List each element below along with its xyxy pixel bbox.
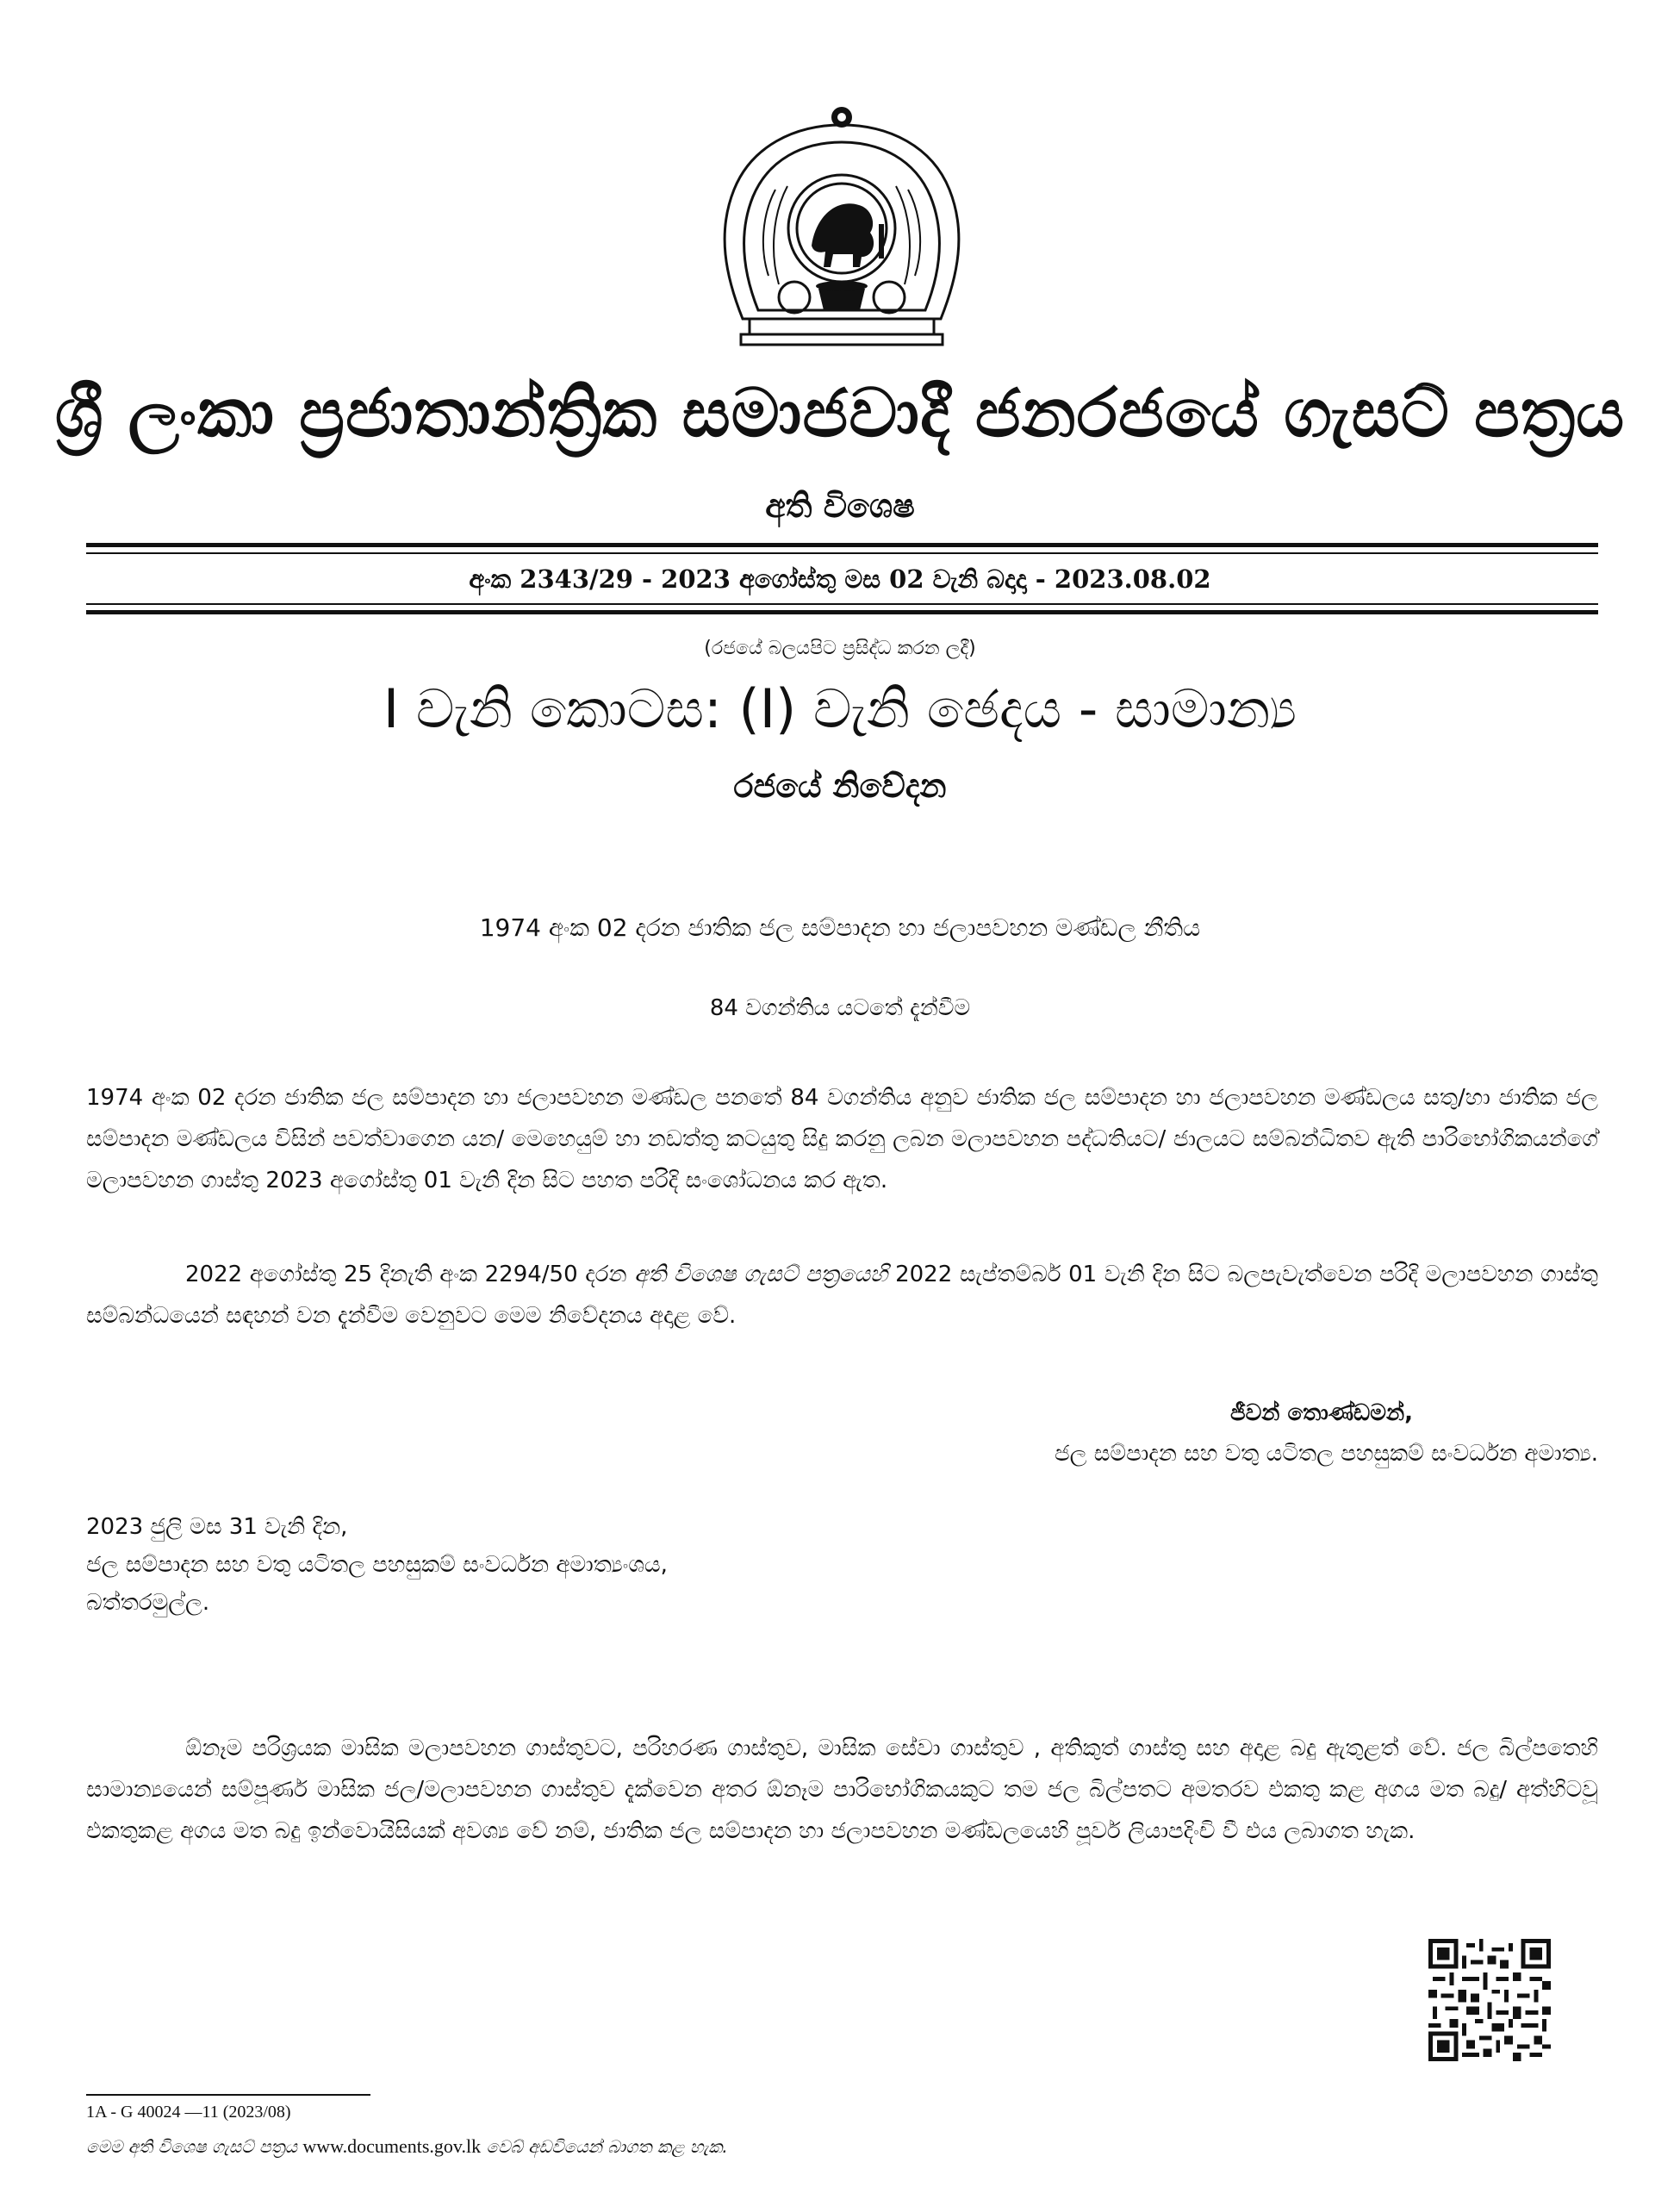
- divider: [86, 603, 1598, 605]
- part-section-title: I වැනි කොටස: (I) වැනි ඡෙදය - සාමාන්‍ය: [383, 677, 1297, 740]
- signer-title: ජල සම්පාදන සහ වතු යටිතල පහසුකම් සංවර්ධන අමාත්‍ය.: [1055, 1441, 1598, 1467]
- signer-name: ජීවන් තොණ්ඩමන්,: [1230, 1400, 1413, 1426]
- download-note: [86, 2135, 728, 2158]
- place-line: බත්තරමුල්ල.: [86, 1590, 210, 1616]
- para2-italic-gazette: අති විශෙෂ ගැසට් පත්‍රයෙහි: [634, 1262, 888, 1287]
- notice-paragraph-2: [86, 1254, 1598, 1337]
- government-notifications-heading: රජයේ නිවේදන: [733, 767, 947, 805]
- notice-paragraph-3: ඕනෑම පරිශ්‍රයක මාසික මලාපවහන ගාස්තුවට, පරිහරණ ගාස්තුව, මාසික සේවා ගාස්තුව , අතිකුත් ගාස්තු සහ අදාළ බදු ඇතුළත් වේ. ජල බිල්පතෙහි සාමාන්‍යයෙන් සම්පූර්ණ මාසික ජල/මලාපවහන ගාස්තුව දැක්වෙන අතර ඕනෑම පාරිභෝගිකයකුට තම ජල බිල්පතට අමතරව එකතු කළ අගය මත බදු/ අත්හිටවූ එකතුකළ අගය මත බදු ඉන්වොයිසියක් අවශ්‍ය වේ නම්, ජාතික ජල සම්පාදන හා ජලාපවහන මණ්ඩලයෙහි පූර්ව ලියාපදිංචි වී එය ලබාගත හැක.: [86, 1736, 1598, 1844]
- section-notice-title: 84 වගන්තිය යටතේ දැන්වීම: [709, 995, 971, 1021]
- published-by-authority: (රජයේ බලයපිට ප්‍රසිද්ධ කරන ලදී): [704, 638, 976, 659]
- footer-note-b: වෙබ් අඩවියෙන් බාගත කළ හැක.: [481, 2136, 728, 2157]
- date-line: 2023 ජුලි මස 31 වැනි දින,: [86, 1514, 348, 1540]
- sri-lanka-emblem-icon: [708, 103, 975, 353]
- divider: [86, 552, 1598, 554]
- ministry-line: ජල සම්පාදන සහ වතු යටිතල පහසුකම් සංවර්ධන අමාත්‍යංශය,: [86, 1552, 668, 1578]
- notice-paragraph-1: 1974 අංක 02 දරන ජාතික ජල සම්පාදන හා ජලාපවහන මණ්ඩල පනතේ 84 වගන්තිය අනුව ජාතික ජල සම්පාදන හා ජලාපවහන මණ්ඩලය සතු/හා ජාතික ජල සම්පාදන මණ්ඩලය විසින් පවත්වාගෙන යන/ මෙහෙයුම් හා නඩත්තු කටයුතු සිදු කරනු ලබන මලාපවහන පද්ධතියට/ ජාලයට සම්බන්ධිතව ඇති පාරිභෝගිකයන්ගේ මලාපවහන ගාස්තු 2023 අගෝස්තු 01 වැනි දින සිට පහත පරිදි සංශෝධනය කර ඇත.: [86, 1085, 1598, 1193]
- qr-code-icon: [1428, 1939, 1551, 2061]
- act-title: 1974 අංක 02 දරන ජාතික ජල සම්පාදන හා ජලාපවහන මණ්ඩල නීතිය: [479, 913, 1201, 942]
- footer-note-a: මෙම අති විශෙෂ ගැසට් පත්‍රය: [86, 2136, 303, 2157]
- para2-text-a: 2022 අගෝස්තු 25 දිනැති අංක 2294/50 දරන: [185, 1262, 635, 1287]
- gazette-masthead-title: ශ්‍රී ලංකා ප්‍රජාතාන්ත්‍රික සමාජවාදී ජනරජයේ ගැසට් පත්‍රය: [54, 375, 1626, 452]
- issue-number-date: අංක 2343/29 - 2023 අගෝස්තු මස 02 වැනි බදාදා - 2023.08.02: [469, 564, 1211, 594]
- divider: [86, 543, 1598, 547]
- extraordinary-label: අති විශෙෂ: [765, 487, 915, 525]
- date-place-block: [86, 1508, 668, 1622]
- divider: [86, 610, 1598, 614]
- footer-divider: [86, 2094, 370, 2096]
- documents-website-link[interactable]: www.documents.gov.lk: [302, 2135, 482, 2157]
- print-code: 1A - G 40024 —11 (2023/08): [86, 2103, 291, 2122]
- para2-text-b: 2022 සැප්තම්බර් 01 වැනි දින සිට බලපැවැත්වෙන පරිදි මලාපවහන ගාස්තු සම්බන්ධයෙන් සඳහන් වන දැන්වීම වෙනුවට මෙම නිවේදනය අදාළ වේ.: [86, 1262, 1599, 1329]
